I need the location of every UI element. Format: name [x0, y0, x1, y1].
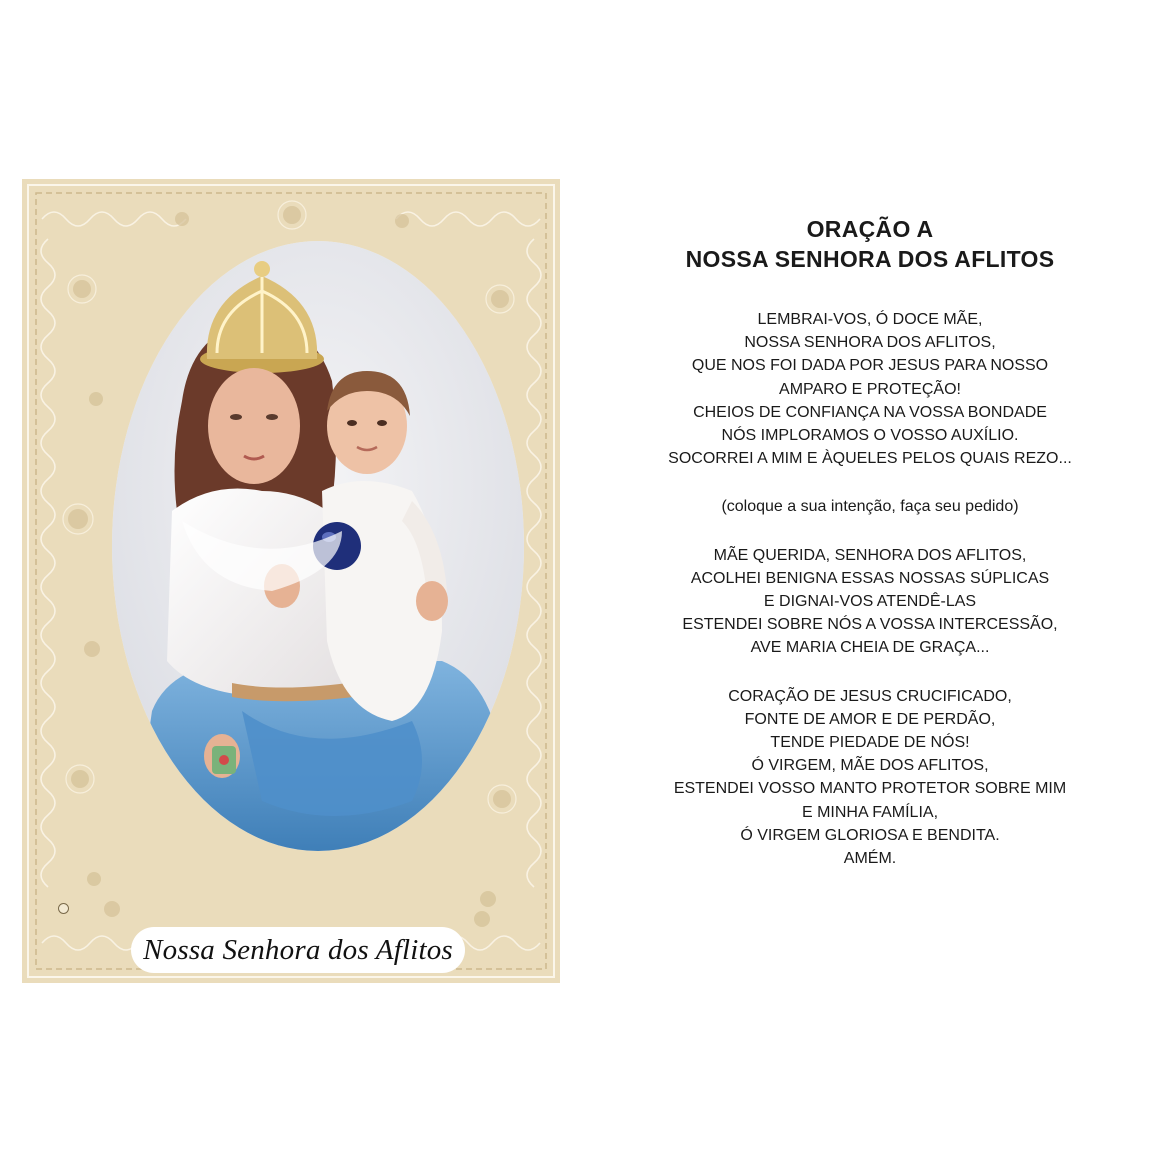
prayer-line: Ó VIRGEM GLORIOSA E BENDITA.	[740, 826, 1000, 844]
prayer-line: ACOLHEI BENIGNA ESSAS NOSSAS SÚPLICAS	[690, 569, 1050, 587]
prayer-intention-note	[620, 495, 1120, 518]
prayer-line: SOCORREI A MIM E ÀQUELES PELOS QUAIS REZO...	[668, 450, 1072, 468]
prayer-title-line: ORAÇÃO A	[806, 216, 934, 242]
prayer-title-line: NOSSA SENHORA DOS AFLITOS	[685, 246, 1055, 272]
prayer-line: MÃE QUERIDA, SENHORA DOS AFLITOS,	[713, 546, 1027, 564]
prayer-line: AMPARO E PROTEÇÃO!	[779, 380, 961, 398]
saint-statue-image	[112, 241, 524, 851]
holy-card	[22, 179, 560, 983]
prayer-line: FONTE DE AMOR E DE PERDÃO,	[744, 710, 996, 728]
prayer-line: E MINHA FAMÍLIA,	[801, 803, 939, 821]
prayer-line: AMÉM.	[843, 850, 897, 868]
prayer-line: LEMBRAI-VOS, Ó DOCE MÃE,	[757, 311, 983, 328]
prayer-stanza-1	[620, 308, 1120, 470]
prayer-line: QUE NOS FOI DADA POR JESUS PARA NOSSO	[691, 357, 1049, 375]
prayer-line: CORAÇÃO DE JESUS CRUCIFICADO,	[728, 687, 1012, 705]
prayer-line: ESTENDEI VOSSO MANTO PROTETOR SOBRE MIM	[673, 780, 1067, 798]
prayer-line: NÓS IMPLORAMOS O VOSSO AUXÍLIO.	[721, 427, 1019, 445]
prayer-line: Ó VIRGEM, MÃE DOS AFLITOS,	[751, 757, 989, 775]
prayer-note-line: (coloque a sua intenção, faça seu pedido)	[721, 498, 1019, 516]
prayer-line: CHEIOS DE CONFIANÇA NA VOSSA BONDADE	[693, 403, 1047, 421]
prayer-stanza-3	[620, 685, 1120, 871]
prayer-line: AVE MARIA CHEIA DE GRAÇA...	[750, 639, 990, 657]
saint-name-caption: Nossa Senhora dos Aflitos	[143, 933, 453, 966]
saint-image-oval	[112, 241, 524, 851]
prayer-text	[620, 214, 1120, 895]
prayer-line: ESTENDEI SOBRE NÓS A VOSSA INTERCESSÃO,	[682, 616, 1058, 634]
saint-name-plate	[131, 927, 465, 973]
prayer-line: E DIGNAI-VOS ATENDÊ-LAS	[763, 593, 977, 611]
prayer-line: TENDE PIEDADE DE NÓS!	[770, 734, 970, 752]
prayer-line: NOSSA SENHORA DOS AFLITOS,	[744, 334, 996, 352]
prayer-stanza-2	[620, 544, 1120, 660]
prayer-title	[620, 214, 1120, 274]
copyright-icon	[58, 903, 69, 914]
